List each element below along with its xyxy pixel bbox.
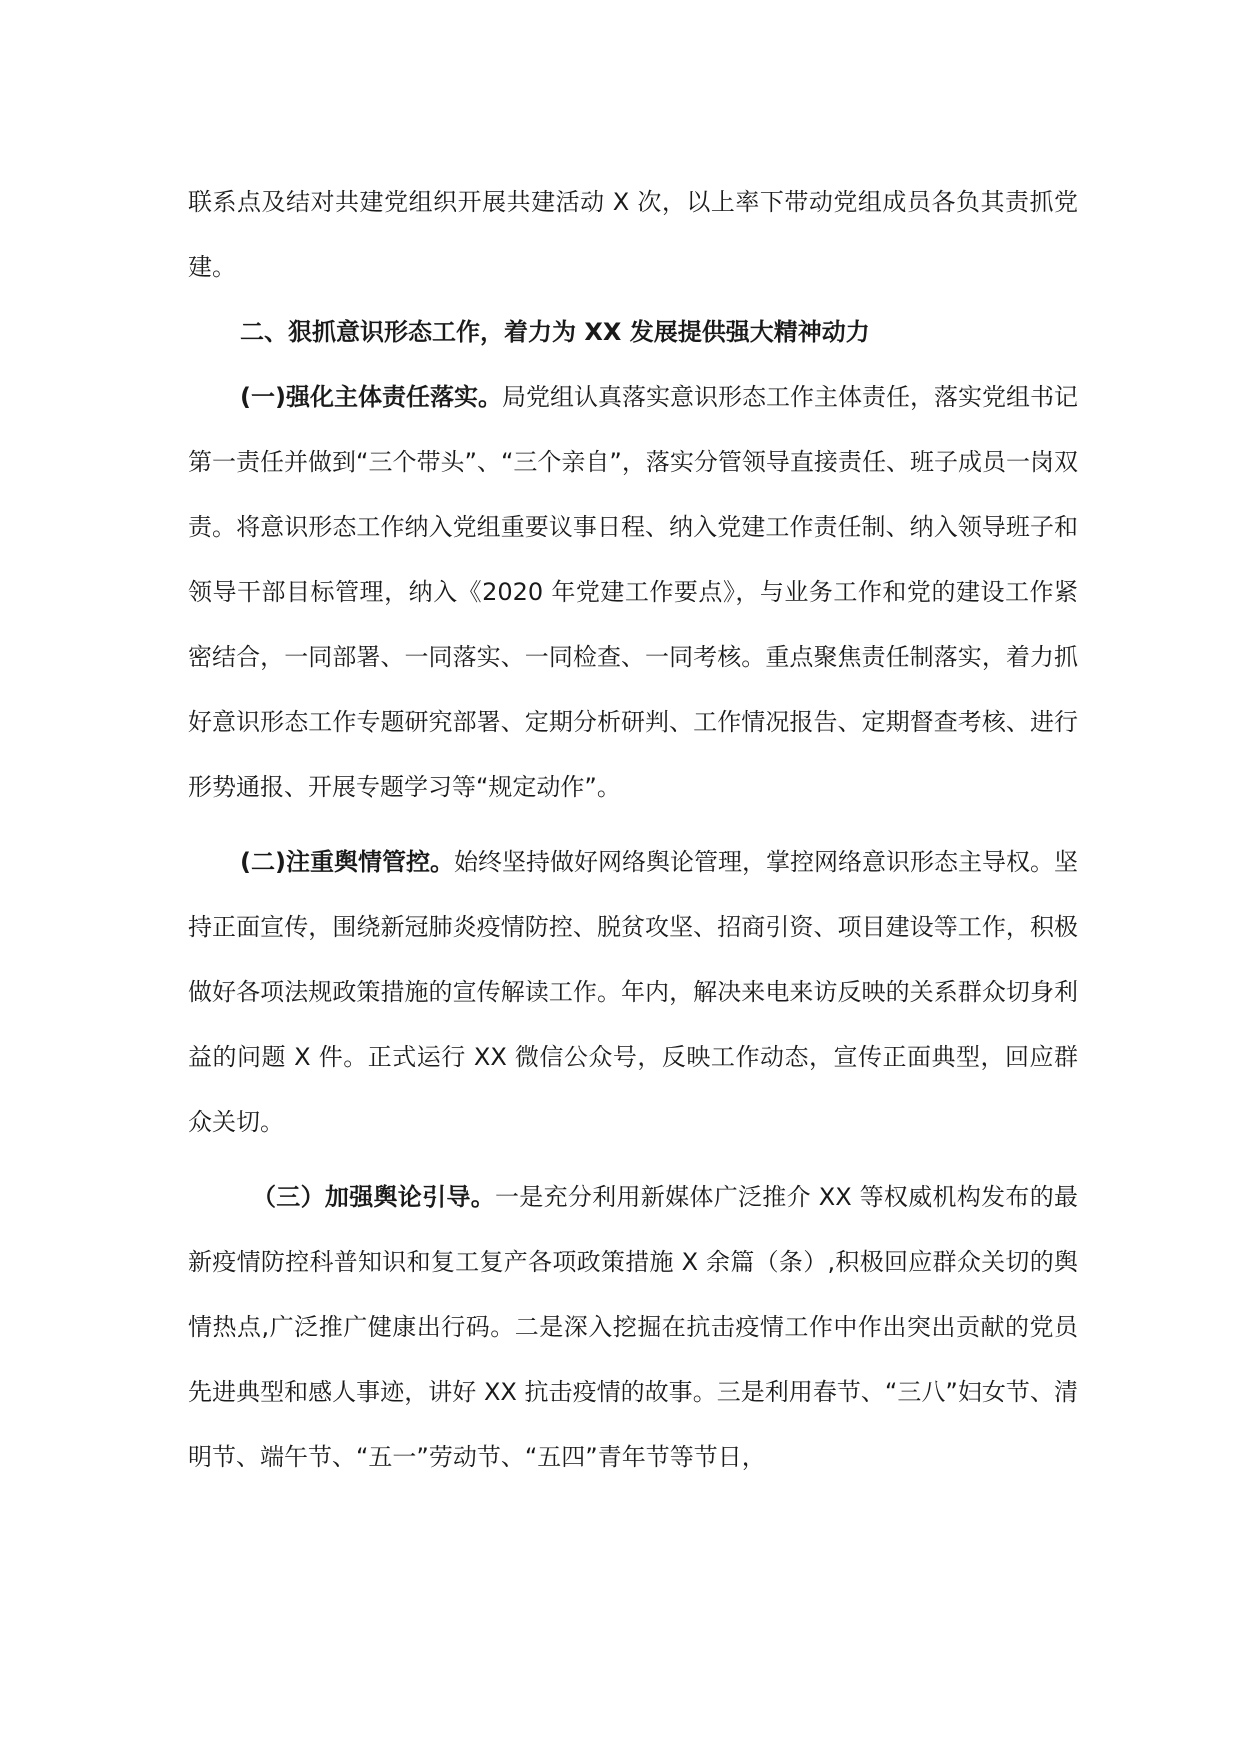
spacer — [188, 820, 1078, 830]
subsection-1-text: 局党组认真落实意识形态工作主体责任，落实党组书记第一责任并做到“三个带头”、“三个亲自”，落实分管领导直接责任、班子成员一岗双责。将意识形态工作纳入党组重要议事日程、纳入党建工作责任制、纳入领导班子和领导干部目标管理，纳入《2020 年党建工作要点》，与业务工作和党的建设工作紧密结合，一同部署、一同落实、一同检查、一同考核。重点聚焦责任制落实，着力抓好意识形态工作专题研究部署、定期分析研判、工作情况报告、定期督查考核、进行形势通报、开展专题学习等“规定动作”。 — [188, 383, 1079, 801]
subsection-3-text: 一是充分利用新媒体广泛推介 XX 等权威机构发布的最新疫情防控科普知识和复工复产各项政策措施 X 余篇（条）,积极回应群众关切的舆情热点,广泛推广健康出行码。二是深入挖掘在抗击疫情工作中作出突出贡献的党员先进典型和感人事迹，讲好 XX 抗击疫情的故事。三是利用春节、“三八”妇女节、清明节、端午节、“五一”劳动节、“五四”青年节等节日， — [188, 1183, 1079, 1471]
subsection-3-lead: （三）加强舆论引导。 — [252, 1183, 495, 1211]
subsection-2-text: 始终坚持做好网络舆论管理，掌控网络意识形态主导权。坚持正面宣传，围绕新冠肺炎疫情防控、脱贫攻坚、招商引资、项目建设等工作，积极做好各项法规政策措施的宣传解读工作。年内，解决来电来访反映的关系群众切身利益的问题 X 件。正式运行 XX 微信公众号，反映工作动态，宣传正面典型，回应群众关切。 — [188, 848, 1079, 1136]
section-heading-2: 二、狠抓意识形态工作，着力为 XX 发展提供强大精神动力 — [240, 318, 870, 346]
paragraph-continuation: 联系点及结对共建党组织开展共建活动 X 次，以上率下带动党组成员各负其责抓党建。 — [188, 188, 1078, 281]
subsection-2-lead: (二)注重舆情管控。 — [240, 848, 454, 876]
spacer — [188, 1155, 1078, 1165]
document-page — [188, 170, 1078, 1490]
subsection-3 — [188, 1165, 1078, 1490]
subsection-1-lead: (一)强化主体责任落实。 — [240, 383, 502, 411]
subsection-2 — [188, 830, 1078, 1155]
subsection-1 — [188, 365, 1078, 820]
